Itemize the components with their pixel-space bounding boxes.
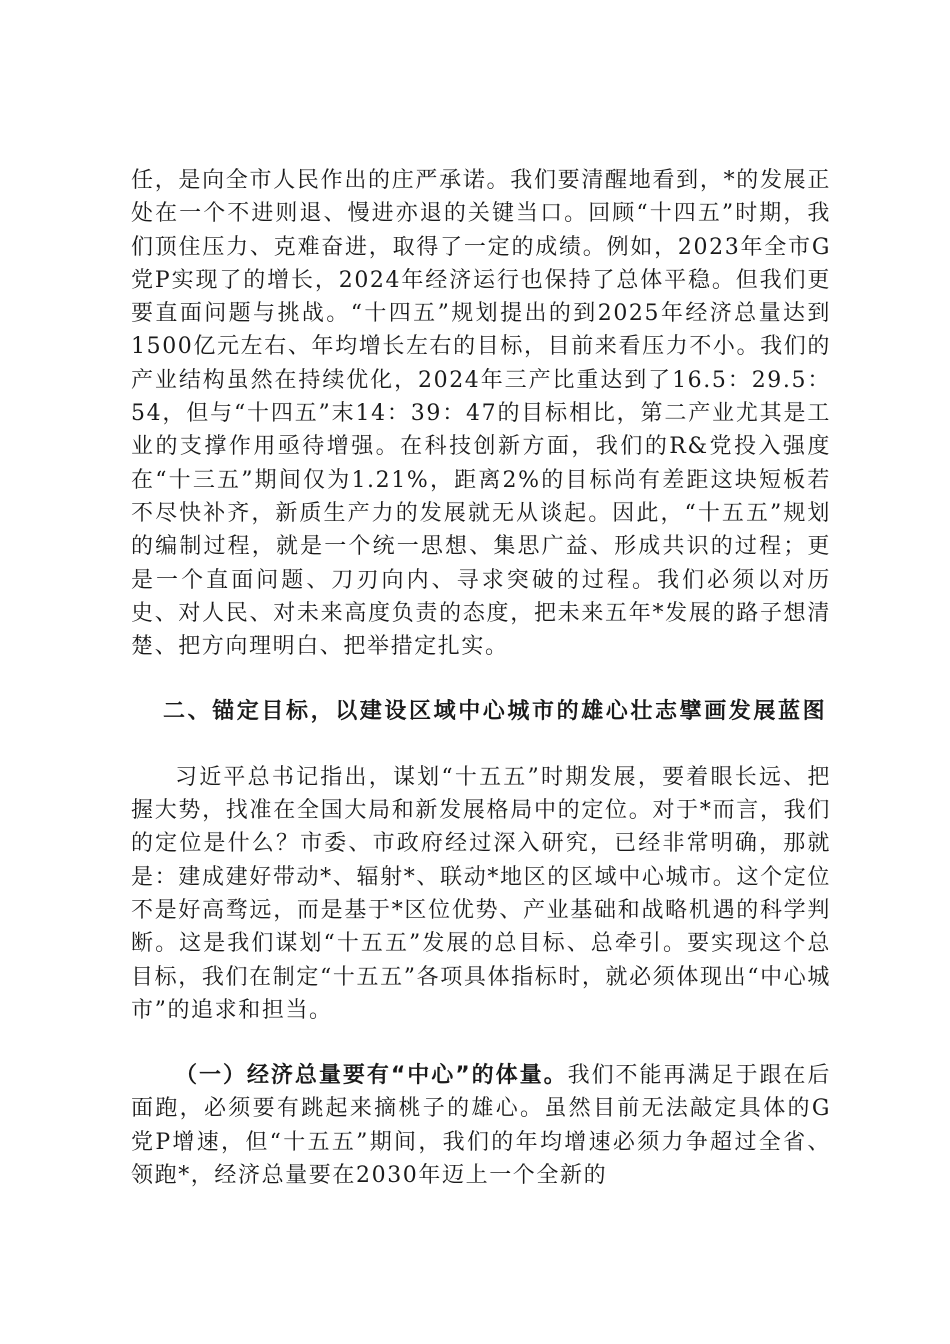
paragraph-economic-scale (131, 1059, 831, 1192)
subsection-lead-1: （一）经济总量要有“中心”的体量。 (175, 1063, 568, 1089)
paragraph-positioning: 习近平总书记指出，谋划“十五五”时期发展，要着眼长远、把握大势，找准在全国大局和新发展格局中的定位。对于*而言，我们的定位是什么？市委、市政府经过深入研究，已经非常明确，那就是：建成建好带动*、辐射*、联动*地区的区域中心城市。这个定位不是好高骛远，而是基于*区位优势、产业基础和战略机遇的科学判断。这是我们谋划“十五五”发展的总目标、总牵引。要实现这个总目标，我们在制定“十五五”各项具体指标时，就必须体现出“中心城市”的追求和担当。 (131, 764, 831, 1023)
paragraph-spacer (131, 1027, 831, 1059)
section-heading-2: 二、锚定目标，以建设区域中心城市的雄心壮志擘画发展蓝图 (163, 699, 828, 725)
paragraph-spacer (131, 663, 831, 695)
document-body (131, 164, 831, 1192)
paragraph-spacer (131, 729, 831, 761)
paragraph-economic-scale-body: 我们不能再满足于跟在后面跑，必须要有跳起来摘桃子的雄心。虽然目前无法敲定具体的G党P增速，但“十五五”期间，我们的年均增速必须力争超过全省、领跑*，经济总量要在2030年迈上一个全新的 (131, 1063, 831, 1189)
paragraph-continuation: 任，是向全市人民作出的庄严承诺。我们要清醒地看到，*的发展正处在一个不进则退、慢进亦退的关键当口。回顾“十四五”时期，我们顶住压力、克难奋进，取得了一定的成绩。例如，2023年全市G党P实现了的增长，2024年经济运行也保持了总体平稳。但我们更要直面问题与挑战。“十四五”规划提出的到2025年经济总量达到1500亿元左右、年均增长左右的目标，目前来看压力不小。我们的产业结构虽然在持续优化，2024年三产比重达到了16.5：29.5：54，但与“十四五”末14：39：47的目标相比，第二产业尤其是工业的支撑作用亟待增强。在科技创新方面，我们的R&党投入强度在“十三五”期间仅为1.21%，距离2%的目标尚有差距这块短板若不尽快补齐，新质生产力的发展就无从谈起。因此，“十五五”规划的编制过程，就是一个统一思想、集思广益、形成共识的过程；更是一个直面问题、刀刃向内、寻求突破的过程。我们必须以对历史、对人民、对未来高度负责的态度，把未来五年*发展的路子想清楚、把方向理明白、把举措定扎实。 (131, 168, 831, 660)
